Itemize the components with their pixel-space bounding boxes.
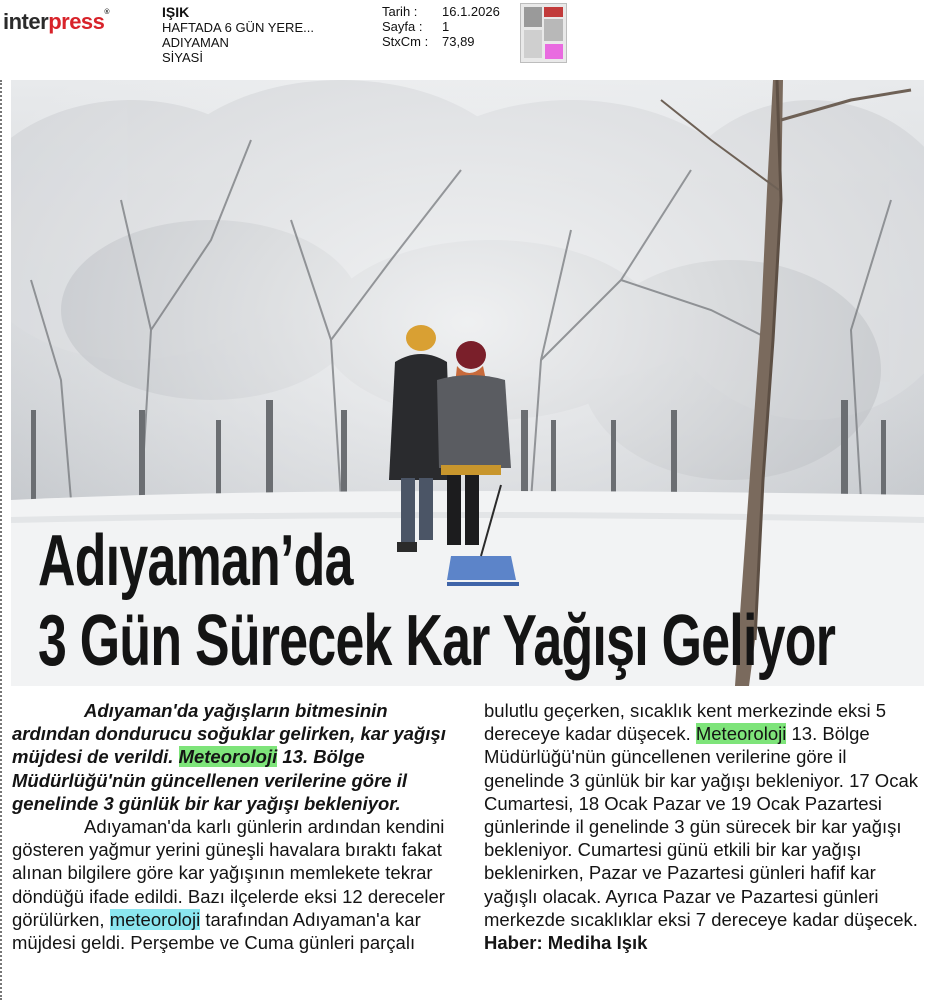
publication-name: IŞIK xyxy=(162,4,190,20)
publication-city: ADIYAMAN xyxy=(162,35,229,50)
page-thumbnail[interactable] xyxy=(520,3,567,63)
p2-text-a: Adıyaman'da karlı günlerin ardından kendini gösteren yağmur yerini güneşli havalara bıraktı fakat alınan bilgilere göre kar yağışının memlekete tekrar döndüğü ifade edildi. Bazı ilçelerde eksi 12 dereceler görülürken, xyxy=(12,816,445,930)
highlight-meteoroloji-1: Meteoroloji xyxy=(178,746,278,768)
clipping-source-info xyxy=(162,5,314,65)
date-label: Tarih : xyxy=(382,4,418,19)
highlight-meteoroloji-3: Meteoroloji xyxy=(695,723,787,745)
logo-text-inter: inter xyxy=(3,9,49,34)
lead-text-a: Adıyaman'da yağışların bitmesinin ardından dondurucu soğuklar gelirken, kar yağışı müjdesi de verildi. xyxy=(12,700,446,768)
right-text-b: 13. Bölge Müdürlüğü'nün güncellenen verilerine göre il genelinde 3 günlük bir kar yağışı bekleniyor. 17 Ocak Cumartesi, 18 Ocak Pazar ve 19 Ocak Pazartesi günlerinde il genelinde 3 gün sürecek bir kar yağışı bekleniyor. Cumartesi günü etkili bir kar yağışı beklenirken, Pazar ve Pazartesi günleri hafif kar yağışlı olacak. Ayrıca Pazar ve Pazartesi günleri merkezde sıcaklıklar eksi 7 dereceye kadar düşecek. xyxy=(484,723,918,930)
article-column-left xyxy=(12,699,462,954)
p2-text-b: tarafından Adıyaman'a kar müjdesi geldi. Perşembe ve Cuma günleri parçalı xyxy=(12,908,421,954)
right-text-a: bulutlu geçerken, sıcaklık kent merkezinde eksi 5 dereceye kadar düşecek. xyxy=(484,700,887,745)
stxcm-label: StxCm : xyxy=(382,34,429,49)
page-label: Sayfa : xyxy=(382,19,423,34)
article-paragraph-2 xyxy=(12,815,462,954)
lead-text-b: 13. Bölge Müdürlüğü'nün güncellenen verilerine göre il genelinde 3 günlük bir kar yağışı bekleniyor. xyxy=(12,746,407,814)
headline-line-2: 3 Gün Sürecek Kar Yağışı Geliyor xyxy=(38,601,836,681)
publication-category: SİYASİ xyxy=(162,50,203,65)
page-value: 1 xyxy=(442,19,450,34)
headline-line-1: Adıyaman’da xyxy=(38,521,353,601)
logo-text-press: press xyxy=(48,9,105,34)
publication-frequency: HAFTADA 6 GÜN YERE... xyxy=(162,20,314,35)
article-lead xyxy=(12,699,462,815)
stxcm-value: 73,89 xyxy=(442,34,475,49)
article-byline: Haber: Mediha Işık xyxy=(484,932,648,954)
clipping-meta-info xyxy=(382,4,500,49)
logo-registered-mark: ® xyxy=(104,9,110,16)
date-value: 16.1.2026 xyxy=(442,4,500,19)
highlight-meteoroloji-2: meteoroloji xyxy=(109,908,201,930)
article-column-right xyxy=(484,699,924,954)
interpress-logo xyxy=(3,9,109,35)
margin-ruler xyxy=(0,80,5,1000)
